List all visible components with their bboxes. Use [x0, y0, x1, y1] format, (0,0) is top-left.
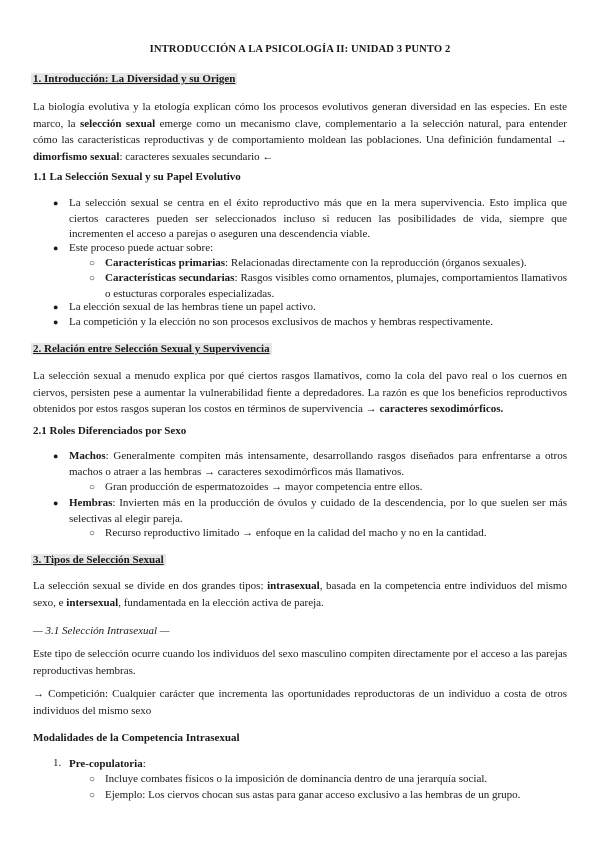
- text-run: , basada en la competencia entre individuos del mismo sexo, e: [33, 580, 567, 609]
- list-item: [53, 315, 567, 331]
- bold-term: selección sexual: [79, 117, 156, 130]
- list-item-text: : Relacionadas directamente con la reproducción (órganos sexuales).: [225, 257, 527, 269]
- text-run: La selección sexual a menudo explica por qué ciertos rasgos llamativos, como la cola del pavo real o los cuernos en ciervos, persisten pese a aumentar la vulnerabilidad fiente a depredadores. La razón es que los beneficios reproductivos obtenidos por estos rasgos superan los costos en términos de supervivencia →: [33, 370, 567, 415]
- text-run: :: [142, 758, 146, 770]
- sub-list-item: [89, 256, 567, 272]
- bold-term: Hembras: [69, 497, 113, 509]
- subsection-2-1-heading: 2.1 Roles Diferenciados por Sexo: [33, 425, 187, 437]
- bold-term: intersexual: [66, 596, 119, 609]
- list-item-text: La selección sexual se centra en el éxito reproductivo más que en la mera supervivencia. Esto implica que ciertos caracteres pueden ser seleccionados incluso si reducen las posibilidades de vida, siempre que incrementen el acceso a parejas o aseguren una descendencia viable.: [69, 197, 567, 240]
- text-run: , fundamentada en la elección activa de pareja.: [118, 596, 324, 609]
- sub-list-item: [89, 772, 567, 788]
- list-item-text: : Generalmente compiten más intensamente, desarrollando rasgos diseñados para enfrentarse a otros machos o atraer a las hembras → caracteres sexodimórficos más llamativos.: [69, 450, 567, 478]
- section-1-heading: 1. Introducción: La Diversidad y su Origen: [33, 73, 236, 85]
- bold-term: Características secundarias: [105, 272, 235, 284]
- section-3-heading: 3. Tipos de Selección Sexual: [33, 554, 164, 566]
- circle-bullet-icon: ○: [89, 273, 96, 284]
- section-2-heading: 2. Relación entre Selección Sexual y Supervivencia: [33, 343, 270, 355]
- list-item-text: Ejemplo: Los ciervos chocan sus astas para ganar acceso exclusivo a las hembras de un grupo.: [105, 789, 521, 801]
- list-item: [53, 300, 567, 316]
- bold-term: dimorfismo sexual: [33, 150, 120, 163]
- sub-list-item: [89, 526, 567, 542]
- list-item-text: Incluye combates físicos o la imposición de dominancia dentro de una jerarquía social.: [105, 773, 488, 785]
- circle-bullet-icon: ○: [89, 774, 96, 785]
- list-item-text: : Rasgos visibles como ornamentos, plumajes, comportamientos llamativos o estucturas corporales especializadas.: [105, 272, 567, 300]
- sub-list-item: [89, 788, 567, 804]
- list-item-text: : Invierten más en la producción de óvulos y cuidado de la descendencia, por lo que suelen ser más selectivas al elegir pareja.: [69, 497, 567, 525]
- bold-term: Pre-copulatoria: [69, 758, 143, 770]
- list-item: [53, 449, 567, 480]
- competition-paragraph: → Competición: Cualquier carácter que incrementa las oportunidades reproductoras de un individuo a costa de otros individuos del mismo sexo: [33, 688, 567, 717]
- section-2-paragraph: [33, 368, 567, 418]
- bullet-icon: ●: [53, 317, 59, 327]
- bullet-icon: ●: [53, 498, 59, 508]
- text-run: : caracteres sexuales secundario ←: [119, 150, 274, 163]
- subsection-3-1-heading: — 3.1 Selección Intrasexual —: [33, 625, 170, 637]
- list-item-text: Gran producción de espermatozoides → mayor competencia entre ellos.: [105, 481, 423, 493]
- list-item-text: Recurso reproductivo limitado → enfoque en la calidad del macho y no en la cantidad.: [105, 527, 487, 539]
- section-3-paragraph: [33, 578, 567, 611]
- circle-bullet-icon: ○: [89, 790, 96, 801]
- section-1-paragraph: [33, 99, 567, 165]
- subsection-1-1-heading: 1.1 La Selección Sexual y su Papel Evolutivo: [33, 171, 241, 183]
- bold-term: intrasexual: [267, 580, 320, 592]
- bold-term: caracteres sexodimórficos.: [379, 403, 504, 415]
- list-item: [53, 241, 567, 257]
- list-item-text: La elección sexual de las hembras tiene un papel activo.: [69, 301, 316, 313]
- numbered-item-marker: 1.: [53, 757, 62, 769]
- bullet-icon: ●: [53, 198, 59, 208]
- text-run: emerge como un mecanismo clave, complementario a la selección natural, para entender cómo las características reproductivas y de comportamiento moldean las poblaciones. Una definición fundamental →: [33, 117, 567, 146]
- numbered-item: [69, 757, 567, 773]
- circle-bullet-icon: ○: [89, 258, 96, 269]
- list-item: [53, 496, 567, 527]
- bold-term: Características primarias: [105, 257, 226, 269]
- sub-list-item: [89, 271, 567, 302]
- section-3-1-paragraph: Este tipo de selección ocurre cuando los individuos del sexo masculino compiten directamente por el acceso a las parejas reproductivas hembras.: [33, 648, 567, 677]
- text-run: La biología evolutiva y la etología explican cómo los procesos evolutivos generan diversidad en las especies. En este marco, la: [33, 101, 567, 130]
- list-item-text: Este proceso puede actuar sobre:: [69, 242, 214, 254]
- document-title: INTRODUCCIÓN A LA PSICOLOGÍA II: UNIDAD 3 PUNTO 2: [149, 44, 451, 55]
- sub-list-item: [89, 480, 567, 496]
- modalidades-heading: Modalidades de la Competencia Intrasexual: [33, 732, 240, 744]
- circle-bullet-icon: ○: [89, 528, 96, 539]
- bullet-icon: ●: [53, 451, 59, 461]
- list-item: [53, 196, 567, 243]
- bold-term: Machos: [69, 450, 106, 462]
- bullet-icon: ●: [53, 243, 59, 253]
- circle-bullet-icon: ○: [89, 482, 96, 493]
- bullet-icon: ●: [53, 302, 59, 312]
- text-run: La selección sexual se divide en dos grandes tipos:: [33, 580, 268, 592]
- list-item-text: La competición y la elección no son procesos exclusivos de machos y hembras respectivamente.: [69, 316, 493, 328]
